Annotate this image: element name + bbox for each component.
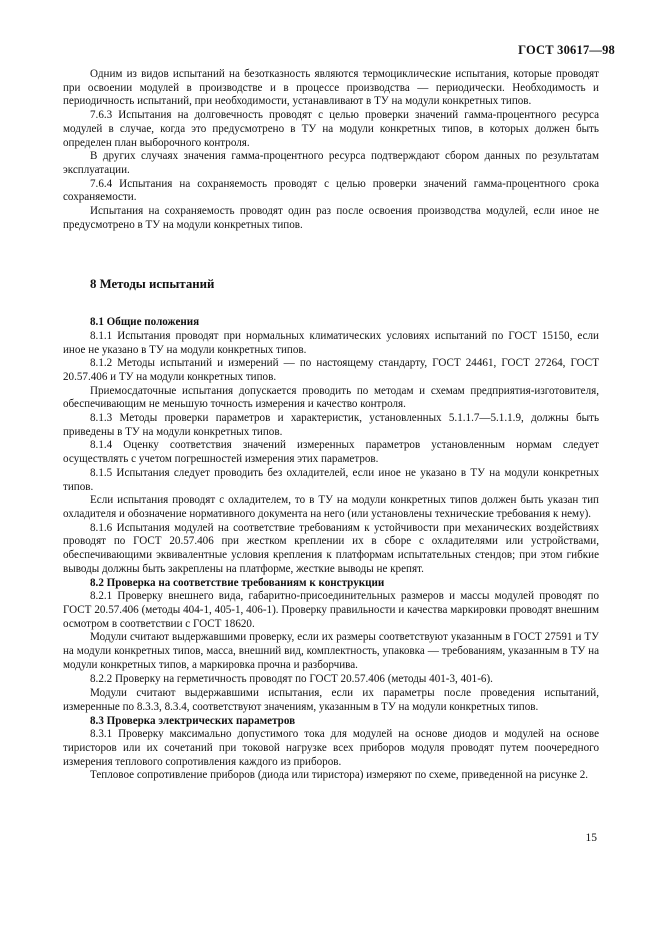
paragraph: Приемосдаточные испытания допускается проводить по методам и схемам предприятия-изготовителя, обеспечивающим не меньшую точность измерения и качество контроля. — [63, 384, 599, 411]
paragraph: Если испытания проводят с охладителем, то в ТУ на модули конкретных типов должен быть указан тип охладителя и обозначение нормативного документа на него (или установлены технические требования к нему). — [63, 494, 599, 520]
paragraph: 8.1.6 Испытания модулей на соответствие требованиям к устойчивости при механических воздействиях проводят по ГОСТ 20.57.406 при жестком креплении их в сборе с охладителями или устройствами, обеспечивающими эквивалентные условия крепления к платформам испытательных стендов; при этом гибкие выводы должны быть закреплены на платформе, жесткие выводы не крепят. — [63, 521, 599, 575]
paragraph: 7.6.4 Испытания на сохраняемость проводят с целью проверки значений гамма-процентного срока сохраняемости. — [63, 177, 599, 204]
paragraph: Тепловое сопротивление приборов (диода или тиристора) измеряют по схеме, приведенной на рисунке 2. — [90, 769, 589, 782]
paragraph: В других случаях значения гамма-процентного ресурса подтверждают сбором данных по результатам эксплуатации. — [63, 150, 599, 176]
subsection-heading: 8.1 Общие положения — [90, 316, 200, 329]
paragraph: Одним из видов испытаний на безотказность являются термоциклические испытания, которые проводят при освоении модулей в производстве и в процессе производства — периодически. Необходимость и периодичность испытаний, при необходимости, устанавливают в ТУ на модули конкретных типов. — [63, 68, 599, 108]
document-header: ГОСТ 30617—98 — [518, 43, 615, 57]
paragraph: 8.2.2 Проверку на герметичность проводят по ГОСТ 20.57.406 (методы 401-3, 401-6). — [90, 673, 493, 686]
paragraph: 8.1.2 Методы испытаний и измерений — по настоящему стандарту, ГОСТ 24461, ГОСТ 27264, ГОСТ 20.57.406 и ТУ на модули конкретных типов. — [63, 357, 599, 383]
page-number: 15 — [585, 832, 597, 844]
paragraph: 8.1.1 Испытания проводят при нормальных климатических условиях испытаний по ГОСТ 15150, если иное не указано в ТУ на модули конкретных типов. — [63, 329, 599, 356]
paragraph: Испытания на сохраняемость проводят один раз после освоения производства модулей, если иное не предусмотрено в ТУ на модули конкретных типов. — [63, 205, 599, 231]
paragraph: 8.1.4 Оценку соответствия значений измеренных параметров установленным нормам следует осуществлять с учетом погрешностей измерения этих параметров. — [63, 439, 599, 466]
page-body — [63, 68, 599, 783]
subsection-heading: 8.3 Проверка электрических параметров — [90, 714, 296, 727]
paragraph: 7.6.3 Испытания на долговечность проводят с целью проверки значений гамма-процентного ресурса модулей в случае, когда это предусмотрено в ТУ на модули конкретных типов, в которых должен быть определен план выборочного контроля. — [63, 109, 599, 149]
paragraph: Модули считают выдержавшими испытания, если их параметры после проведения испытаний, измеренные по 8.3.3, 8.3.4, соответствуют значениям, указанным в ТУ на модули конкретных типов. — [63, 687, 599, 713]
paragraph: 8.2.1 Проверку внешнего вида, габаритно-присоединительных размеров и массы модулей проводят по ГОСТ 20.57.406 (методы 404-1, 405-1, 406-1). Проверку правильности и качества маркировки проводят внешним осмотром в соответствии с ГОСТ 18620. — [63, 590, 599, 630]
paragraph: 8.1.3 Методы проверки параметров и характеристик, установленных 5.1.1.7—5.1.1.9, должны быть приведены в ТУ на модули конкретных типов. — [63, 412, 599, 438]
section-heading: 8 Методы испытаний — [90, 277, 215, 292]
paragraph: Модули считают выдержавшими проверку, если их размеры соответствуют указанным в ГОСТ 27591 и ТУ на модули конкретных типов, масса, внешний вид, комплектность, упаковка — требованиям, указанным в ТУ на модули конкретных типов, а маркировка прочна и разборчива. — [63, 631, 599, 671]
paragraph: 8.1.5 Испытания следует проводить без охладителей, если иное не указано в ТУ на модули конкретных типов. — [63, 466, 599, 493]
subsection-heading: 8.2 Проверка на соответствие требованиям к конструкции — [90, 576, 385, 589]
paragraph: 8.3.1 Проверку максимально допустимого тока для модулей на основе диодов и модулей на основе тиристоров или их сочетаний при токовой нагрузке всех приборов модуля проводят путем поочередного измерения теплового сопротивления каждого из приборов. — [63, 728, 599, 768]
